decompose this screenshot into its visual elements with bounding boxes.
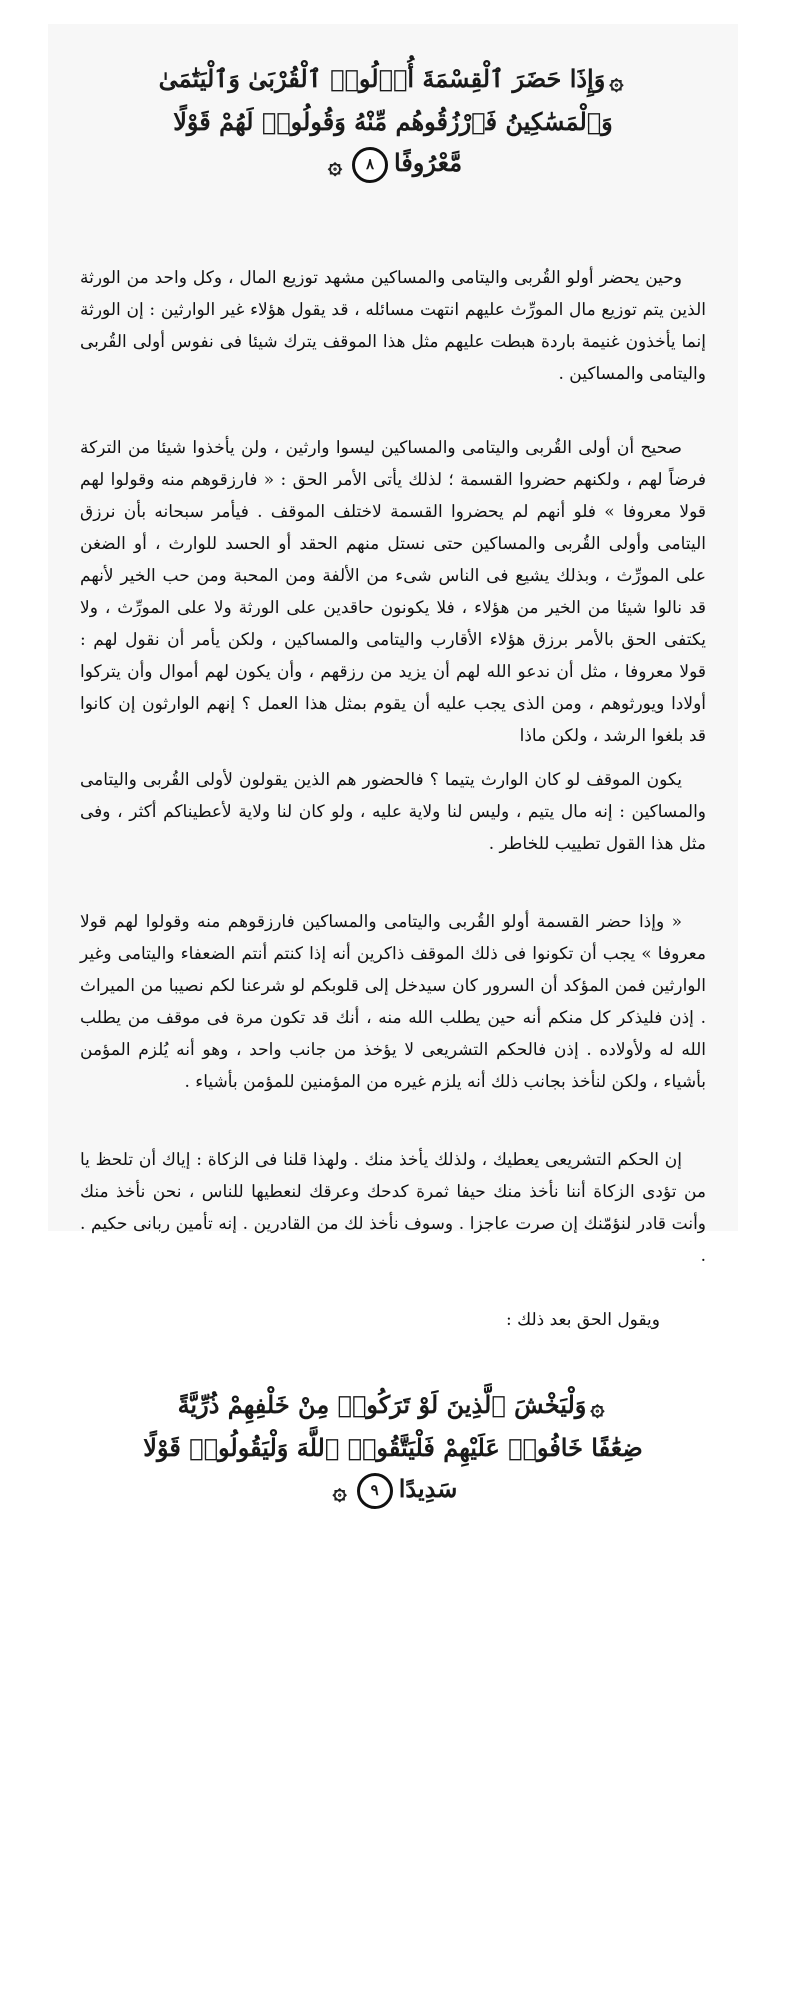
ayah-number-badge: ٨ <box>352 147 388 183</box>
verse-top-line-3 <box>80 142 706 185</box>
verse-top-line-3-text: مَّعْرُوفًا <box>394 148 463 177</box>
verse-top-line-1-text: وَإِذَا حَضَرَ ٱلْقِسْمَةَ أُو۟لُوا۟ ٱلْقُرْبَىٰ وَٱلْيَتَٰمَىٰ <box>158 64 606 93</box>
verse-bottom-line-1-text: وَلْيَخْشَ ٱلَّذِينَ لَوْ تَرَكُوا۟ مِنْ خَلْفِهِمْ ذُرِّيَّةً <box>177 1390 587 1419</box>
verse-bottom-line-3-text: سَدِيدًا <box>398 1474 458 1503</box>
ornament-start-icon: ۞ <box>609 66 624 95</box>
verse-bottom-line-2: ضِعَٰفًا خَافُوا۟ عَلَيْهِمْ فَلْيَتَّقُوا۟ ٱللَّهَ وَلْيَقُولُوا۟ قَوْلًا <box>143 1433 643 1462</box>
ornament-end-icon: ۞ <box>327 150 342 179</box>
paragraph-6: ويقول الحق بعد ذلك : <box>505 1310 660 1330</box>
quran-verse-top <box>80 58 706 200</box>
quran-verse-bottom <box>80 1384 706 1526</box>
verse-bottom-line-1 <box>80 1384 706 1427</box>
ornament-start-icon: ۞ <box>590 1392 605 1421</box>
paragraph-1: وحين يحضر أولو القُربى واليتامى والمساكين مشهد توزيع المال ، وكل واحد من الورثة الذين يتم توزيع مال المورِّث عليهم انتهت مسائله ، قد يقول هؤلاء غير الوارثين : إن الورثة إنما يأخذون غنيمة باردة هبطت عليهم مثل هذا الموقف يترك شيئا فى نفوس أولى القُربى واليتامى والمساكين . <box>80 268 706 384</box>
book-page <box>48 24 738 1505</box>
verse-top-line-1 <box>80 58 706 101</box>
paragraph-5: إن الحكم التشريعى يعطيك ، ولذلك يأخذ منك . ولهذا قلنا فى الزكاة : إياك أن تلحظ يا من تؤدى الزكاة أننا نأخذ منك حيفا ثمرة كدحك وعرقك لنعطيها للناس ، نحن نأخذ منك وأنت قادر لنؤمّنك إن صرت عاجزا . وسوف نأخذ لك من القادرين . إنه تأمين ربانى حكيم . . <box>80 1150 706 1266</box>
verse-top-line-2: وَٱلْمَسَٰكِينُ فَٱرْزُقُوهُم مِّنْهُ وَقُولُوا۟ لَهُمْ قَوْلًا <box>173 107 613 136</box>
ornament-end-icon: ۞ <box>332 1476 347 1505</box>
ayah-number-badge: ٩ <box>357 1473 393 1509</box>
verse-bottom-line-3 <box>80 1468 706 1511</box>
paragraph-2: صحيح أن أولى القُربى واليتامى والمساكين ليسوا وارثين ، ولن يأخذوا شيئا من التركة فرضاً لهم ، ولكنهم حضروا القسمة ؛ لذلك يأتى الأمر الحق : « فارزقوهم منه وقولوا لهم قولا معروفا » فلو أنهم لم يحضروا القسمة لاختلف الموقف . فيأمر سبحانه بأن نرزق اليتامى وأولى القُربى والمساكين حتى نستل منهم الحقد أو الحسد للوارث ، أو الضغن على المورِّث ، وبذلك يشيع فى الناس شىء من الألفة ومن المحبة ومن حب الخير لأنهم قد نالوا شيئا من الخير من هؤلاء ، فلا يكونون حاقدين على الورثة ولا على المورِّث ، ولا يكتفى الحق بالأمر برزق هؤلاء الأقارب واليتامى والمساكين ، ولكن يأمر أن نقول لهم : قولا معروفا ، مثل أن ندعو الله لهم أن يزيد من رزقهم ، وأن يكون لهم أموال وأن يتركوا أولادا ويورثوهم ، ومن الذى يجب عليه أن يقوم بمثل هذا العمل ؟ إنهم الوارثون إن كانوا قد بلغوا الرشد ، ولكن ماذا <box>80 438 706 746</box>
paragraph-4: « وإذا حضر القسمة أولو القُربى واليتامى والمساكين فارزقوهم منه وقولوا لهم قولا معروفا » يجب أن تكونوا فى ذلك الموقف ذاكرين أنه إذا كنتم أنتم الضعفاء واليتامى وغير الوارثين فمن المؤكد أن السرور كان سيدخل إلى قلوبكم لو شرعنا لكم نصيبا من الميراث . إذن فليذكر كل منكم أنه حين يطلب الله منه ، أنك قد تكون مرة فى موقف من يطلب الله له ولأولاده . إذن فالحكم التشريعى لا يؤخذ من جانب واحد ، وهو أنه يُلزم المؤمن بأشياء ، ولكن لنأخذ بجانب ذلك أنه يلزم غيره من المؤمنين للمؤمن بأشياء . <box>80 912 706 1092</box>
paragraph-3: يكون الموقف لو كان الوارث يتيما ؟ فالحضور هم الذين يقولون لأولى القُربى واليتامى والمساكين : إنه مال يتيم ، وليس لنا ولاية عليه ، ولو كان لنا ولاية لأعطيناكم أكثر ، وفى مثل هذا القول تطييب للخاطر . <box>80 770 706 854</box>
